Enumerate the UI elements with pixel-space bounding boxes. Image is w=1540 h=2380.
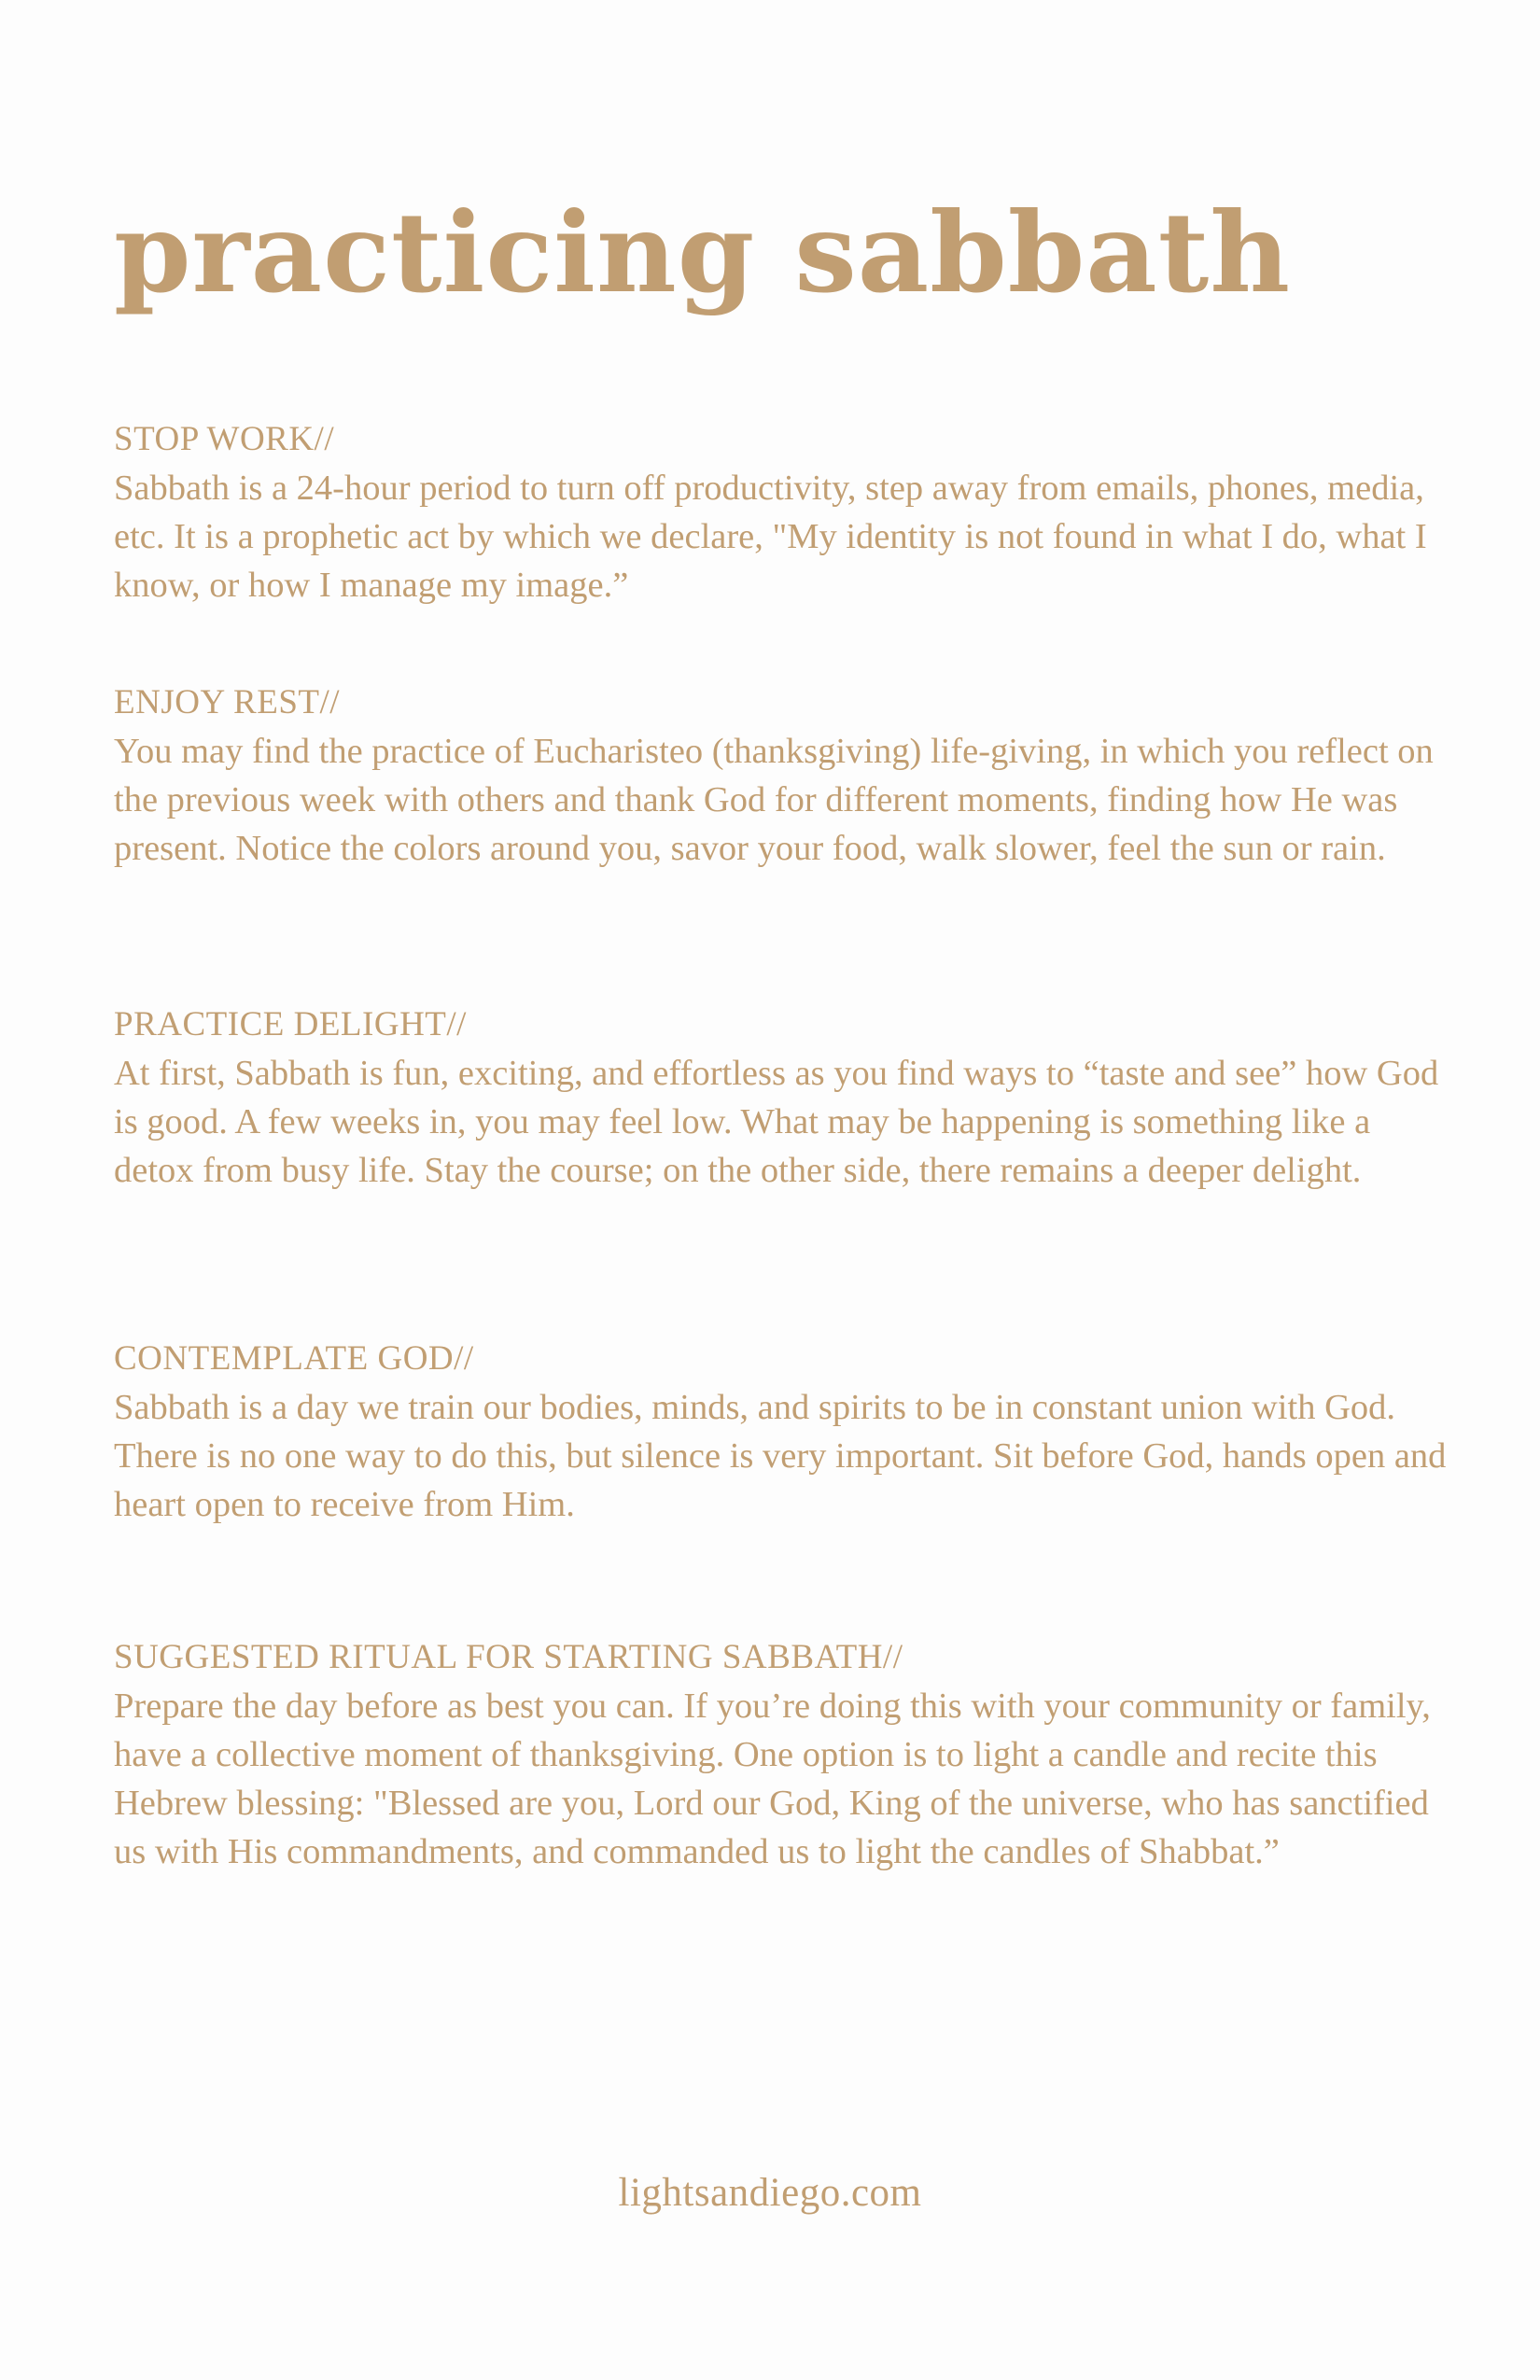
section-body: Sabbath is a day we train our bodies, minds, and spirits to be in constant union with God. There is no one way to do this, but silence is very important. Sit before God, hands open and heart open to receive from Him. [114, 1388, 1447, 1524]
section-heading: ENJOY REST// [114, 683, 341, 721]
section-heading: PRACTICE DELIGHT// [114, 1005, 467, 1043]
section-practice-delight [114, 1001, 1458, 1195]
section-body: You may find the practice of Eucharisteo (thanksgiving) life-giving, in which you reflect on the previous week with others and thank God for different moments, finding how He was present. Notice the colors around you, savor your food, walk slower, feel the sun or rain. [114, 732, 1434, 868]
section-heading: CONTEMPLATE GOD// [114, 1339, 474, 1378]
section-body: At first, Sabbath is fun, exciting, and effortless as you find ways to “taste and see” how God is good. A few weeks in, you may feel low. What may be happening is something like a detox from busy life. Stay the course; on the other side, there remains a deeper delight. [114, 1054, 1439, 1190]
page-title: practicing sabbath [114, 188, 1292, 317]
footer-website-link[interactable]: lightsandiego.com [618, 2171, 922, 2215]
section-suggested-ritual [114, 1633, 1458, 1876]
section-enjoy-rest [114, 679, 1458, 873]
section-heading: STOP WORK// [114, 420, 335, 458]
section-contemplate-god [114, 1335, 1458, 1529]
section-stop-work [114, 415, 1458, 609]
section-heading: SUGGESTED RITUAL FOR STARTING SABBATH// [114, 1638, 903, 1676]
section-body: Prepare the day before as best you can. If you’re doing this with your community or family, have a collective moment of thanksgiving. One option is to light a candle and recite this Hebrew blessing: "Blessed are you, Lord our God, King of the universe, who has sanctified us with His commandments, and commanded us to light the candles of Shabbat.” [114, 1687, 1431, 1871]
section-body: Sabbath is a 24-hour period to turn off productivity, step away from emails, phones, media, etc. It is a prophetic act by which we declare, "My identity is not found in what I do, what I know, or how I manage my image.” [114, 469, 1427, 605]
